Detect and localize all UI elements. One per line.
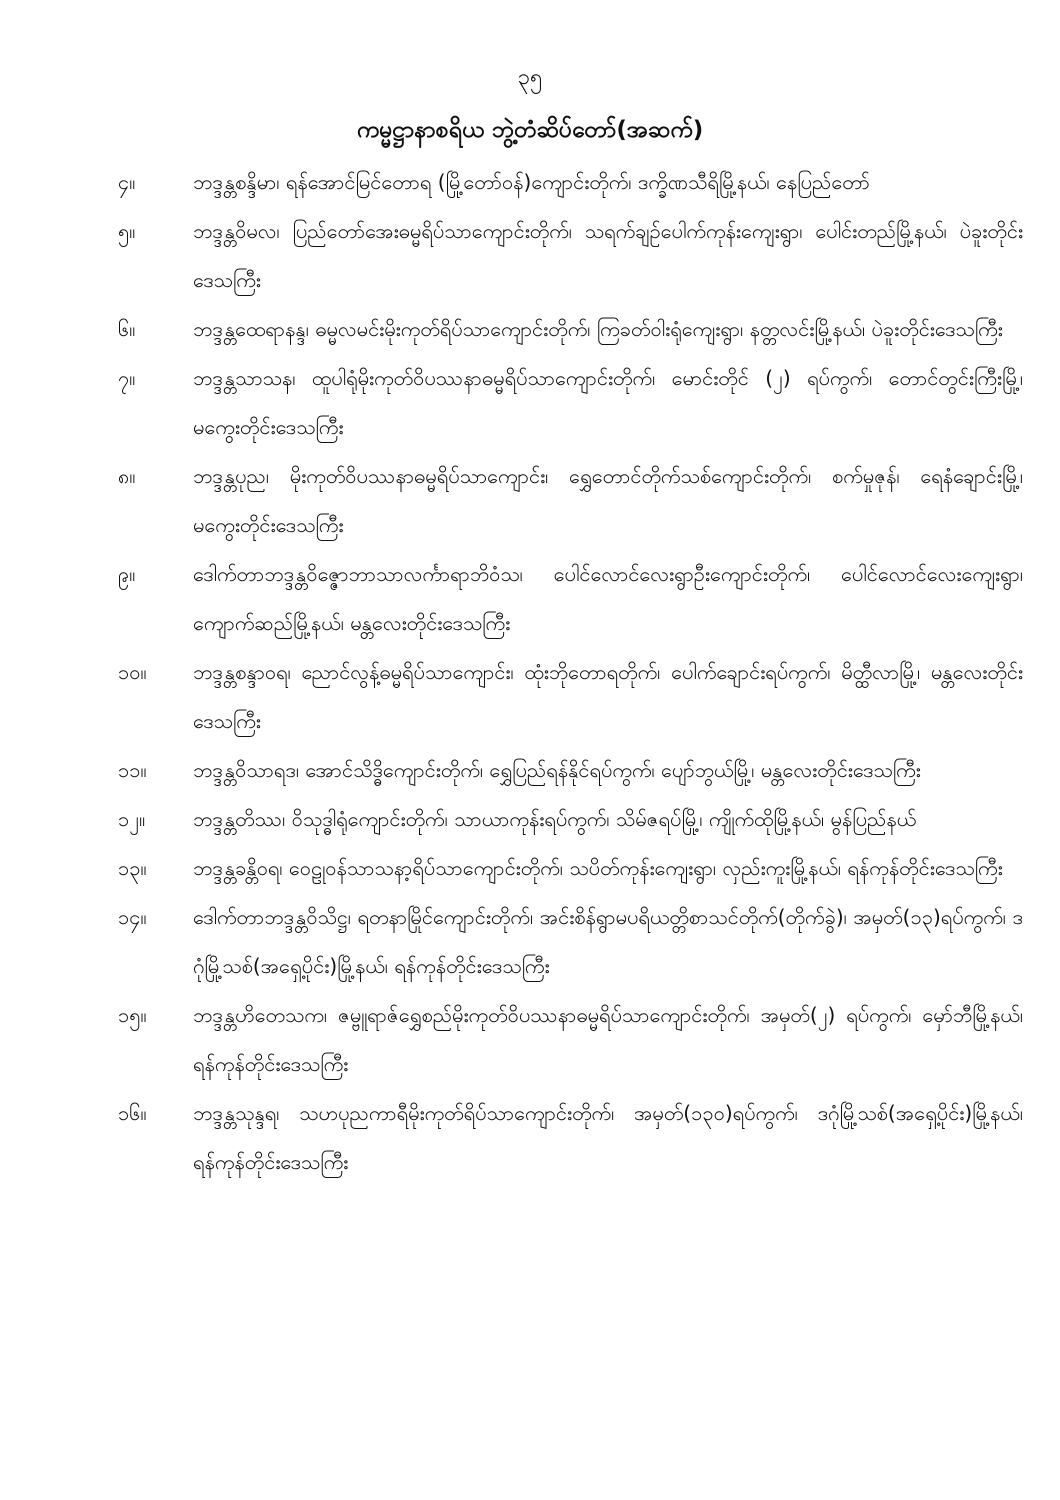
item-text: ဘဒ္ဒန္တစန္ဒိမာ၊ ရန်အောင်မြင်တောရ (မြို့တော်ဝန်)ကျောင်းတိုက်၊ ဒက္ခိဏသီရိမြို့နယ်၊ နေပြည်တော် bbox=[193, 170, 870, 194]
item-text: ဘဒ္ဒန္တစန္ဒာဝရ၊ ညောင်လွန့်ဓမ္မရိပ်သာကျောင်း၊ ထုံးဘိုတောရတိုက်၊ ပေါက်ချောင်းရပ်ကွက်၊ မိတ္ထီလာမြို့၊ မန္တလေးတိုင်းဒေသကြီး bbox=[193, 660, 1023, 733]
list-item bbox=[118, 648, 1023, 746]
item-number: ၁၁။ bbox=[118, 758, 147, 782]
page-number: ၃၅ bbox=[517, 65, 543, 90]
list-item bbox=[118, 550, 1023, 648]
item-text: ဒေါက်တာဘဒ္ဒန္တဝိသိဋ္ဌ၊ ရတနာမြိုင်ကျောင်းတိုက်၊ အင်းစိန်ရွာမပရိယတ္တိစာသင်တိုက်(တိုက်ခွဲ)၊ အမှတ်(၁၃)ရပ်ကွက်၊ ဒဂုံမြို့သစ်(အရှေ့ပိုင်း)မြို့နယ်၊ ရန်ကုန်တိုင်းဒေသကြီး bbox=[193, 905, 1023, 978]
item-number: ၁၀။ bbox=[118, 660, 147, 684]
list-item bbox=[118, 305, 1023, 354]
item-text: ဘဒ္ဒန္တပုည၊ မိုးကုတ်ဝိပဿနာဓမ္မရိပ်သာကျောင်း၊ ရွှေတောင်တိုက်သစ်ကျောင်းတိုက်၊ စက်မှုဇုန်၊ ရေနံချောင်းမြို့၊ မကွေးတိုင်းဒေသကြီး bbox=[193, 464, 1023, 537]
item-number: ၁၄။ bbox=[118, 905, 147, 929]
item-text: ဘဒ္ဒန္တဝိသာရဒ၊ အောင်သိဒ္ဓိကျောင်းတိုက်၊ ရွှေပြည်ရန်နိုင်ရပ်ကွက်၊ ပျော်ဘွယ်မြို့၊ မန္တလေးတိုင်းဒေသကြီး bbox=[193, 758, 921, 782]
awardee-list bbox=[118, 158, 1023, 1187]
list-item bbox=[118, 795, 1023, 844]
item-text: ဘဒ္ဒန္တခန္တိဝရ၊ ဝေဠုဝန်သာသနာ့ရိပ်သာကျောင်းတိုက်၊ သပိတ်ကုန်းကျေးရွာ၊ လှည်းကူးမြို့နယ်၊ ရန်ကုန်တိုင်းဒေသကြီး bbox=[193, 856, 1003, 880]
list-item bbox=[118, 158, 1023, 207]
item-text: ဘဒ္ဒန္တဟိတေသက၊ ဇမ္ဗူရာဇ်ရွှေစည်မိုးကုတ်ဝိပဿနာဓမ္မရိပ်သာကျောင်းတိုက်၊ အမှတ်(၂) ရပ်ကွက်၊ မှော်ဘီမြို့နယ်၊ ရန်ကုန်တိုင်းဒေသကြီး bbox=[193, 1003, 1023, 1076]
item-number: ၅။ bbox=[118, 219, 136, 243]
item-number: ၁၅။ bbox=[118, 1003, 147, 1027]
list-item bbox=[118, 844, 1023, 893]
item-text: ဘဒ္ဒန္တဝိမလ၊ ပြည်တော်အေးဓမ္မရိပ်သာကျောင်းတိုက်၊ သရက်ချဉ်ပေါက်ကုန်းကျေးရွာ၊ ပေါင်းတည်မြို့နယ်၊ ပဲခူးတိုင်းဒေသကြီး bbox=[193, 219, 1023, 292]
list-item bbox=[118, 207, 1023, 305]
item-text: ဘဒ္ဒန္တသာသန၊ ထူပါရုံမိုးကုတ်ဝိပဿနာဓမ္မရိပ်သာကျောင်းတိုက်၊ မောင်းတိုင် (၂) ရပ်ကွက်၊ တောင်တွင်းကြီးမြို့၊ မကွေးတိုင်းဒေသကြီး bbox=[193, 366, 1023, 439]
list-item bbox=[118, 452, 1023, 550]
item-number: ၇။ bbox=[118, 366, 136, 390]
list-item bbox=[118, 746, 1023, 795]
item-number: ၁၃။ bbox=[118, 856, 147, 880]
item-text: ဘဒ္ဒန္တတိဿ၊ ဝိသုဒ္ဓါရုံကျောင်းတိုက်၊ သာယာကုန်းရပ်ကွက်၊ သိမ်ဇရပ်မြို့၊ ကျိုက်ထိုမြို့နယ်၊ မွန်ပြည်နယ် bbox=[193, 807, 917, 831]
item-text: ဘဒ္ဒန္တထေရာနန္ဒ၊ ဓမ္မလမင်းမိုးကုတ်ရိပ်သာကျောင်းတိုက်၊ ကြခတ်ဝါးရုံကျေးရွာ၊ နတ္တလင်းမြို့နယ်၊ ပဲခူးတိုင်းဒေသကြီး bbox=[193, 317, 1003, 341]
item-text: ဘဒ္ဒန္တသုန္ဒရ၊ သဟပုညကာရီမိုးကုတ်ရိပ်သာကျောင်းတိုက်၊ အမှတ်(၁၃၀)ရပ်ကွက်၊ ဒဂုံမြို့သစ်(အရှေ့ပိုင်း)မြို့နယ်၊ ရန်ကုန်တိုင်းဒေသကြီး bbox=[193, 1101, 1023, 1174]
list-item bbox=[118, 991, 1023, 1089]
item-number: ၆။ bbox=[118, 317, 136, 341]
page-title: ကမ္မဋ္ဌာနာစရိယ ဘွဲ့တံဆိပ်တော်(အဆက်) bbox=[356, 117, 704, 143]
item-number: ၁၆။ bbox=[118, 1101, 147, 1125]
item-text: ဒေါက်တာဘဒ္ဒန္တဝိဇ္ဇောဘာသာလင်္ကာရာဘိဝံသ၊ ပေါင်လောင်လေးရွာဦးကျောင်းတိုက်၊ ပေါင်လောင်လေးကျေးရွာ၊ ကျောက်ဆည်မြို့နယ်၊ မန္တလေးတိုင်းဒေသကြီး bbox=[193, 562, 1023, 635]
list-item bbox=[118, 354, 1023, 452]
item-number: ၉။ bbox=[118, 562, 136, 586]
list-item bbox=[118, 893, 1023, 991]
list-item bbox=[118, 1089, 1023, 1187]
item-number: ၄။ bbox=[118, 170, 136, 194]
item-number: ၈။ bbox=[118, 464, 136, 488]
item-number: ၁၂။ bbox=[118, 807, 146, 831]
